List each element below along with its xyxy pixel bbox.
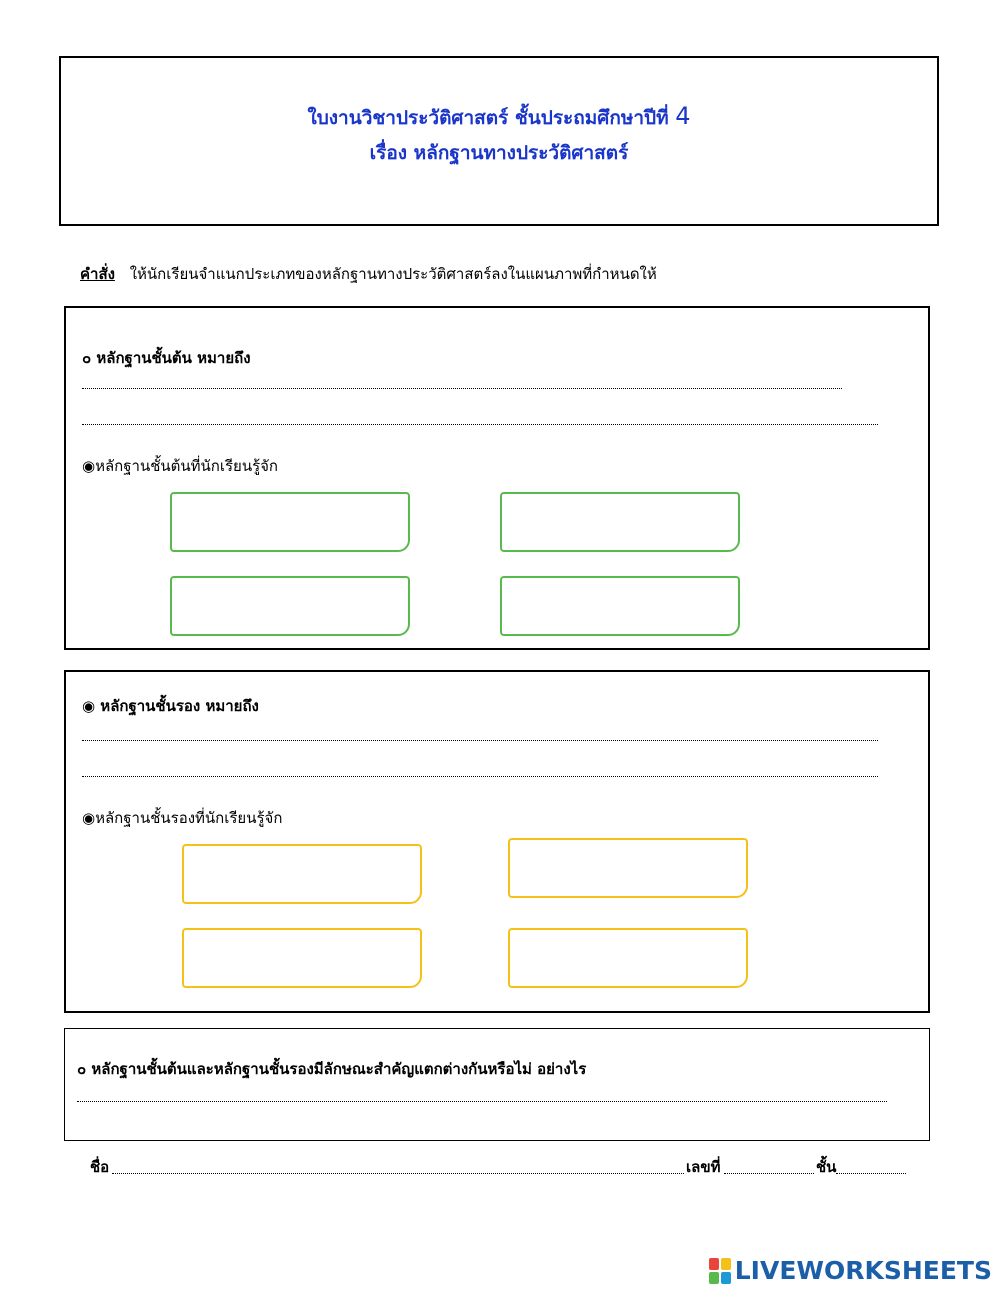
comparison-question: ๐ หลักฐานชั้นต้นและหลักฐานชั้นรองมีลักษณะสำคัญแตกต่างกันหรือไม่ อย่างไร <box>77 1060 587 1078</box>
grade-number: 4 <box>675 102 691 130</box>
primary-answer-box-4[interactable] <box>500 576 740 636</box>
worksheet-subtitle: เรื่อง หลักฐานทางประวัติศาสตร์ <box>369 142 629 164</box>
primary-answer-box-3[interactable] <box>170 576 410 636</box>
secondary-evidence-section <box>64 670 930 1013</box>
worksheet-title <box>61 102 937 133</box>
liveworksheets-logo-icon <box>709 1258 731 1284</box>
secondary-answer-box-3[interactable] <box>182 928 422 988</box>
class-field[interactable] <box>836 1173 906 1174</box>
number-label: เลขที่ <box>686 1158 721 1176</box>
secondary-heading: ◉ หลักฐานชั้นรอง หมายถึง <box>82 697 259 715</box>
instruction-text: ให้นักเรียนจำแนกประเภทของหลักฐานทางประวัติศาสตร์ลงในแผนภาพที่กำหนดให้ <box>129 265 657 283</box>
secondary-answer-line-1[interactable] <box>82 740 878 741</box>
secondary-answer-box-1[interactable] <box>182 844 422 904</box>
name-label: ชื่อ <box>90 1158 110 1176</box>
comparison-section <box>64 1028 930 1141</box>
student-info-line <box>90 1155 910 1179</box>
secondary-answer-box-4[interactable] <box>508 928 748 988</box>
name-field[interactable] <box>112 1173 684 1174</box>
number-field[interactable] <box>724 1173 814 1174</box>
title-line1: ใบงานวิชาประวัติศาสตร์ ชั้นประถมศึกษาปีที่ <box>307 107 669 129</box>
secondary-known-label: ◉หลักฐานชั้นรองที่นักเรียนรู้จัก <box>82 809 283 827</box>
brand-name: LIVEWORKSHEETS <box>734 1256 992 1285</box>
primary-answer-box-2[interactable] <box>500 492 740 552</box>
primary-answer-line-1[interactable] <box>82 388 842 389</box>
class-label: ชั้น <box>816 1158 837 1176</box>
header-box <box>59 56 939 226</box>
primary-evidence-section <box>64 306 930 650</box>
comparison-answer-line[interactable] <box>77 1101 887 1102</box>
primary-known-label: ◉หลักฐานชั้นต้นที่นักเรียนรู้จัก <box>82 457 279 475</box>
secondary-answer-line-2[interactable] <box>82 776 878 777</box>
instruction <box>80 262 657 286</box>
liveworksheets-logo <box>709 1256 992 1285</box>
secondary-answer-box-2[interactable] <box>508 838 748 898</box>
primary-answer-box-1[interactable] <box>170 492 410 552</box>
primary-answer-line-2[interactable] <box>82 424 878 425</box>
instruction-label: คำสั่ง <box>80 265 115 283</box>
primary-heading: ๐ หลักฐานชั้นต้น หมายถึง <box>82 349 251 367</box>
